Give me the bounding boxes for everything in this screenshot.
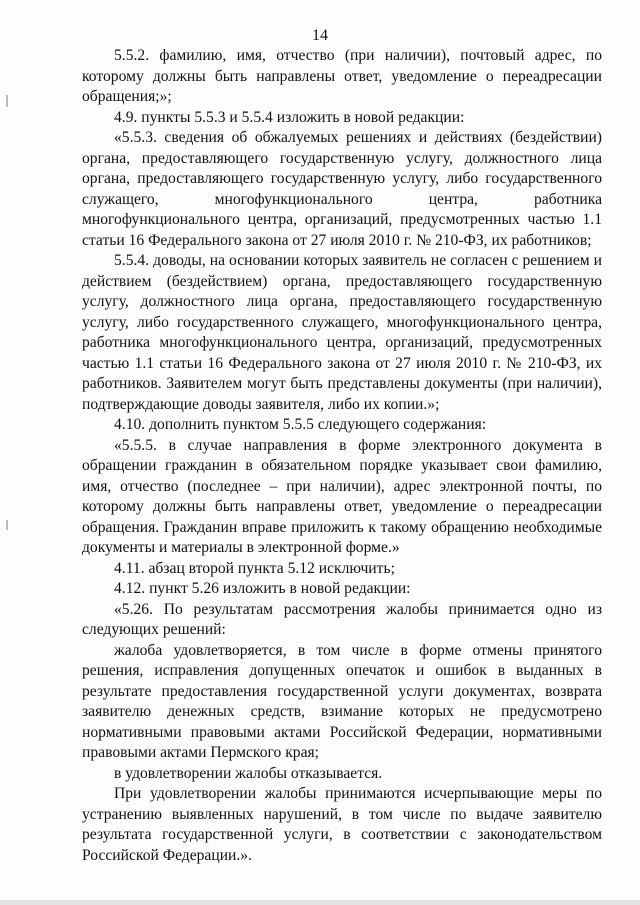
paragraph-complaint-rejected: в удовлетворении жалобы отказывается. [114,764,383,782]
scan-margin-mark [6,95,8,107]
page-number: 14 [312,27,328,44]
document-body [82,46,602,866]
paragraph-5-5-5: «5.5.5. в случае направления в форме электронного документа в обращении гражданин в обязательном порядке указывает свои фамилию, имя, отчество (последнее – при наличии), адрес электронной почты, по которому должны быть направлены ответ, уведомление о переадресации обращения. Гражданин вправе приложить к такому обращению необходимые документы и материалы в электронной форме.» [82,436,602,556]
paragraph-5-5-3: «5.5.3. сведения об обжалуемых решениях и действиях (бездействии) органа, предоставляющего государственную услугу, должностного лица органа, предоставляющего государственную услугу, либо государственного служащего, многофункционального центра, работника многофункционального центра, организаций, предусмотренных частью 1.1 статьи 16 Федерального закона от 27 июля 2010 г. № 210-ФЗ, их работников; [82,129,602,249]
scan-bottom-edge [0,900,640,905]
paragraph-4-10: 4.10. дополнить пунктом 5.5.5 следующего содержания: [114,416,487,433]
paragraph-4-9: 4.9. пункты 5.5.3 и 5.5.4 изложить в новой редакции: [114,108,465,126]
paragraph-5-26: «5.26. По результатам рассмотрения жалобы принимается одно из следующих решений: [82,600,602,638]
paragraph-complaint-satisfied: жалоба удовлетворяется, в том числе в форме отмены принятого решения, исправления допущенных опечаток и ошибок в выданных в результате предоставления государственной услуги документах, возврата заявителю денежных средств, взимание которых не предусмотрено нормативными правовыми актами Российской Федерации, нормативными правовыми актами Пермского края; [82,641,602,761]
scan-margin-mark [6,520,8,530]
paragraph-5-5-2: 5.5.2. фамилию, имя, отчество (при наличии), почтовый адрес, по которому должны быть направлены ответ, уведомление о переадресации обращения;»; [82,47,602,105]
paragraph-5-5-4: 5.5.4. доводы, на основании которых заявитель не согласен с решением и действием (бездействием) органа, предоставляющего государственную услугу, должностного лица органа, предоставляющего государственную услугу, либо государственного служащего, многофункционального центра, работника многофункционального центра, организаций, предусмотренных частью 1.1 статьи 16 Федерального закона от 27 июля 2010 г. № 210-ФЗ, их работников. Заявителем могут быть представлены документы (при наличии), подтверждающие доводы заявителя, либо их копии.»; [82,252,602,413]
paragraph-4-11: 4.11. абзац второй пункта 5.12 исключить; [114,559,395,577]
paragraph-4-12: 4.12. пункт 5.26 изложить в новой редакции: [114,580,411,597]
paragraph-remedial-measures: При удовлетворении жалобы принимаются исчерпывающие меры по устранению выявленных нарушений, в том числе по выдаче заявителю результата государственной услуги, в соответствии с законодательством Российской Федерации.». [82,785,602,864]
